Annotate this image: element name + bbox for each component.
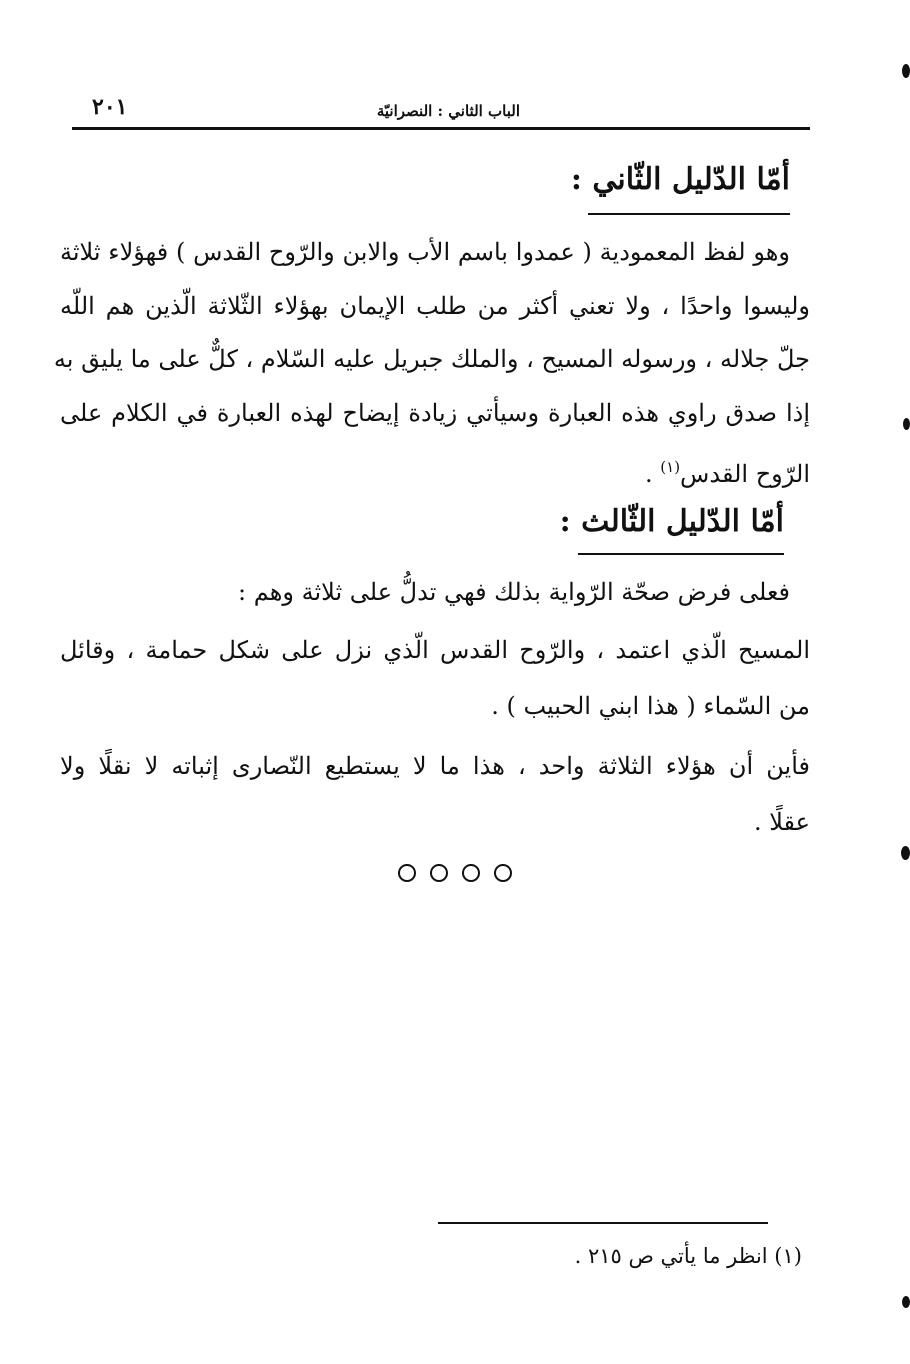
paragraph-line: جلّ جلاله ، ورسوله المسيح ، والملك جبريل عليه السّلام ، كلٌّ على ما يليق به (53, 345, 810, 373)
paragraph-line: وهو لفظ المعمودية ( عمدوا باسم الأب والابن والرّوح القدس ) فهؤلاء ثلاثة (60, 238, 790, 266)
ornament-circle (494, 864, 512, 882)
paragraph-line: عقلًا . (753, 808, 810, 836)
header-chapter-title: الباب الثاني : النصرانيّة (376, 102, 520, 120)
paragraph-line: فأين أن هؤلاء الثلاثة واحد ، هذا ما لا يستطيع النّصارى إثباته لا نقلًا ولا (60, 752, 810, 780)
paragraph-text-end: . (645, 460, 661, 488)
footnote-divider (438, 1222, 768, 1224)
paragraph-line-last (60, 445, 810, 489)
paragraph-line: من السّماء ( هذا ابني الحبيب ) . (491, 692, 810, 720)
section-heading-second-proof: أمّا الدّليل الثّاني : (570, 162, 790, 197)
scan-edge-mark (903, 418, 910, 430)
paragraph-line: المسيح الّذي اعتمد ، والرّوح القدس الّذي نزل على شكل حمامة ، وقائل (60, 636, 810, 664)
scan-edge-mark (902, 1296, 910, 1308)
footnote-reference: (١) (660, 458, 681, 476)
paragraph-line: وليسوا واحدًا ، ولا تعني أكثر من طلب الإيمان بهؤلاء الثّلاثة الّذين هم اللّه (60, 292, 811, 320)
ornament-circle (430, 864, 448, 882)
heading-underline (588, 213, 790, 215)
paragraph-line: فعلى فرض صحّة الرّواية بذلك فهي تدلُّ على ثلاثة وهم : (238, 578, 790, 606)
scan-edge-mark (902, 64, 910, 78)
header-divider (72, 127, 810, 130)
heading-underline (578, 553, 784, 555)
running-header (72, 90, 810, 130)
page-number: ٢٠١ (92, 94, 128, 120)
paragraph-line: إذا صدق راوي هذه العبارة وسيأتي زيادة إيضاح لهذه العبارة في الكلام على (60, 399, 810, 427)
paragraph-text: الرّوح القدس (680, 460, 810, 488)
footnote: (١) انظر ما يأتي ص ٢١٥ . (574, 1244, 802, 1268)
ornament-circle (398, 864, 416, 882)
section-end-ornament (0, 864, 910, 882)
ornament-circle (462, 864, 480, 882)
section-heading-third-proof: أمّا الدّليل الثّالث : (559, 504, 784, 539)
scan-edge-mark (901, 846, 910, 860)
